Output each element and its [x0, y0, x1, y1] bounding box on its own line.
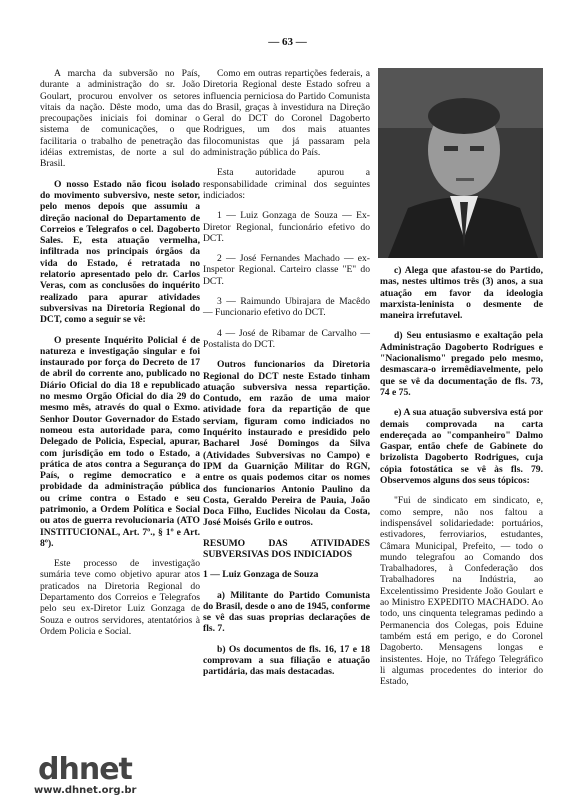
quote-paragraph: "Fui de sindicato em sindicato, e, como sempre, não nos faltou a indispensável solidariedade: portuários, estivadores, ferroviarios, estudantes, Câmara Municipal, Prefeito, — todo o mundo telegrafou ao Comando dos Trabalhadores, à Confederação dos Trabalhadores na Indústria, ao Excelentissimo Presidente João Goulart e ao Ministro EXPEDITO MACHADO. Ao todo, uns cinquenta telegramas pedindo a Permanencia dos Colegas, pois Eduine também está em perigo, e do Coronel Dagoberto. Mensagens longas e insistentes. Hoje, no Tráfego Telegráfico li algumas procedentes do interior do Estado, — [380, 495, 543, 688]
paragraph: a) Militante do Partido Comunista do Brasil, desde o ano de 1945, conforme se vê das suas proprias declarações de fls. 7. — [203, 589, 370, 635]
paragraph: c) Alega que afastou-se do Partido, mas, nestes ultimos três (3) anos, a sua atuação em favor da ideologia marxista-leninista o desmente de maneira irrefutavel. — [380, 265, 543, 322]
paragraph: Como em outras repartições federais, a Diretoria Regional deste Estado sofreu a influencia perniciosa do Partido Comunista do Brasil, graças à investidura na Direção Geral do DCT do Coronel Dagoberto Rodrigues, um dos mais atuantes filocomunistas que já passaram pela administração pública do País. — [203, 68, 370, 159]
dhnet-logo — [30, 748, 180, 800]
portrait-photo — [378, 68, 543, 258]
page-number: — 63 — — [268, 36, 307, 48]
paragraph: Este processo de investigação sumária teve como objetivo apurar atos praticados na Diretoria Regional do Departamento dos Correios e Telegrafos pelo seu ex-Diretor Luiz Gonzaga de Souza e outros servidores, atentatórios à Ordem Policia e Social. — [40, 558, 200, 637]
column-3 — [380, 265, 543, 696]
sub-heading: 1 — Luiz Gonzaga de Souza — [203, 569, 319, 581]
paragraph: A marcha da subversão no País, durante a administração do sr. João Goulart, procurou envolver os setores vitais da nação. Dêste modo, uma das precoupações iniciais foi dominar o sistema de comunicações, o que facilitaria o trabalho de penetração das idéias extremistas, de norte a sul do Brasil. — [40, 68, 200, 170]
paragraph: d) Seu entusiasmo e exaltação pela Administração Dagoberto Rodrigues e "Nacionalismo" pregado pelo mesmo, desmascara-o irremêdiavelmente, pelo que se vê da documentação de fls. 73, 74 e 75. — [380, 330, 543, 398]
paragraph: Outros funcionarios da Diretoria Regional do DCT neste Estado tinham atuação subversiva nessa repartição. Contudo, em razão de uma maior atividade fora da repartição de que serviam, figuram como indiciados no Inquérito instaurado e presidido pelo Bacharel José Domingos da Silva (Atividades Subversivas no Campo) e IPM da Guarnição Militar do RGN, entre os quais podemos citar os nomes dos funcionarios Antonio Paulino da Costa, Geraldo Pereira de Pauia, João Doca Filho, Euclides Nicolau da Costa, José Moisés Grilo e outros. — [203, 359, 370, 529]
indicted-item: 4 — José de Ribamar de Carvalho — Postalista do DCT. — [203, 327, 370, 350]
paragraph: O nosso Estado não ficou isolado do movimento subversivo, neste setor, pelo menos depois que assumiu a direção nacional do Departamento de Correios e Telegrafos o cel. Dagoberto Sales. E, esta atuação vermelha, infiltrada nos principais órgãos da vida do Estado, é retratada no relatorio apresentado pelo dr. Carlos Veras, com as conclusões do inquérito realizado para apurar atividades subversivas na Diretoria Regional do DCT, como a seguir se vê: — [40, 178, 200, 326]
logo-url: www.dhnet.org.br — [34, 785, 137, 796]
paragraph: O presente Inquérito Policial é de natureza e investigação singular e foi instaurado por força do Decreto de 17 de abril do corrente ano, publicado no Diário Oficial do dia 18 e republicado no mesmo Orgão Oficial do dia 29 do mesmo mês, através do qual o Exmo. Senhor Doutor Governador do Estado nomeou esta autoridade para, como Delegado de Policia, Especial, apurar, com jurisdição em todo o Estado, a prática de atos contra a Segurança do País, o regime democratico e a probidade da administração pública ou crime contra o Estado e seu patrimonio, a Ordem Política e Social ou atos de guerra revolucionaria (ATO INSTITUCIONAL, Art. 7º., § 1º e Art. 8º). — [40, 334, 200, 549]
indicted-item: 3 — Raimundo Ubirajara de Macêdo — Funcionario efetivo do DCT. — [203, 296, 370, 319]
column-2 — [203, 68, 370, 687]
column-1 — [40, 68, 200, 646]
section-heading: RESUMO DAS ATIVIDADES SUBVERSIVAS DOS INDICIADOS — [203, 537, 370, 560]
paragraph: e) A sua atuação subversiva está por demais comprovada na carta endereçada ao "companheiro" Dalmo Gaspar, então chefe de Gabinete do brizolista Dagoberto Rodrigues, cuja cópia fotostática se vê às fls. 79. Observemos alguns dos seus tópicos: — [380, 407, 543, 487]
indicted-item: 1 — Luiz Gonzaga de Souza — Ex-Diretor Regional, funcionário efetivo do DCT. — [203, 210, 370, 244]
indicted-item: 2 — José Fernandes Machado — ex-Inspetor Regional. Carteiro classe "E" do DCT. — [203, 253, 370, 287]
paragraph: Esta autoridade apurou a responsabilidade criminal dos seguintes indiciados: — [203, 167, 370, 201]
paragraph: b) Os documentos de fls. 16, 17 e 18 comprovam a sua filiação e atuação partidária, das mais destacadas. — [203, 643, 370, 678]
logo-word: dhnet — [38, 752, 132, 787]
